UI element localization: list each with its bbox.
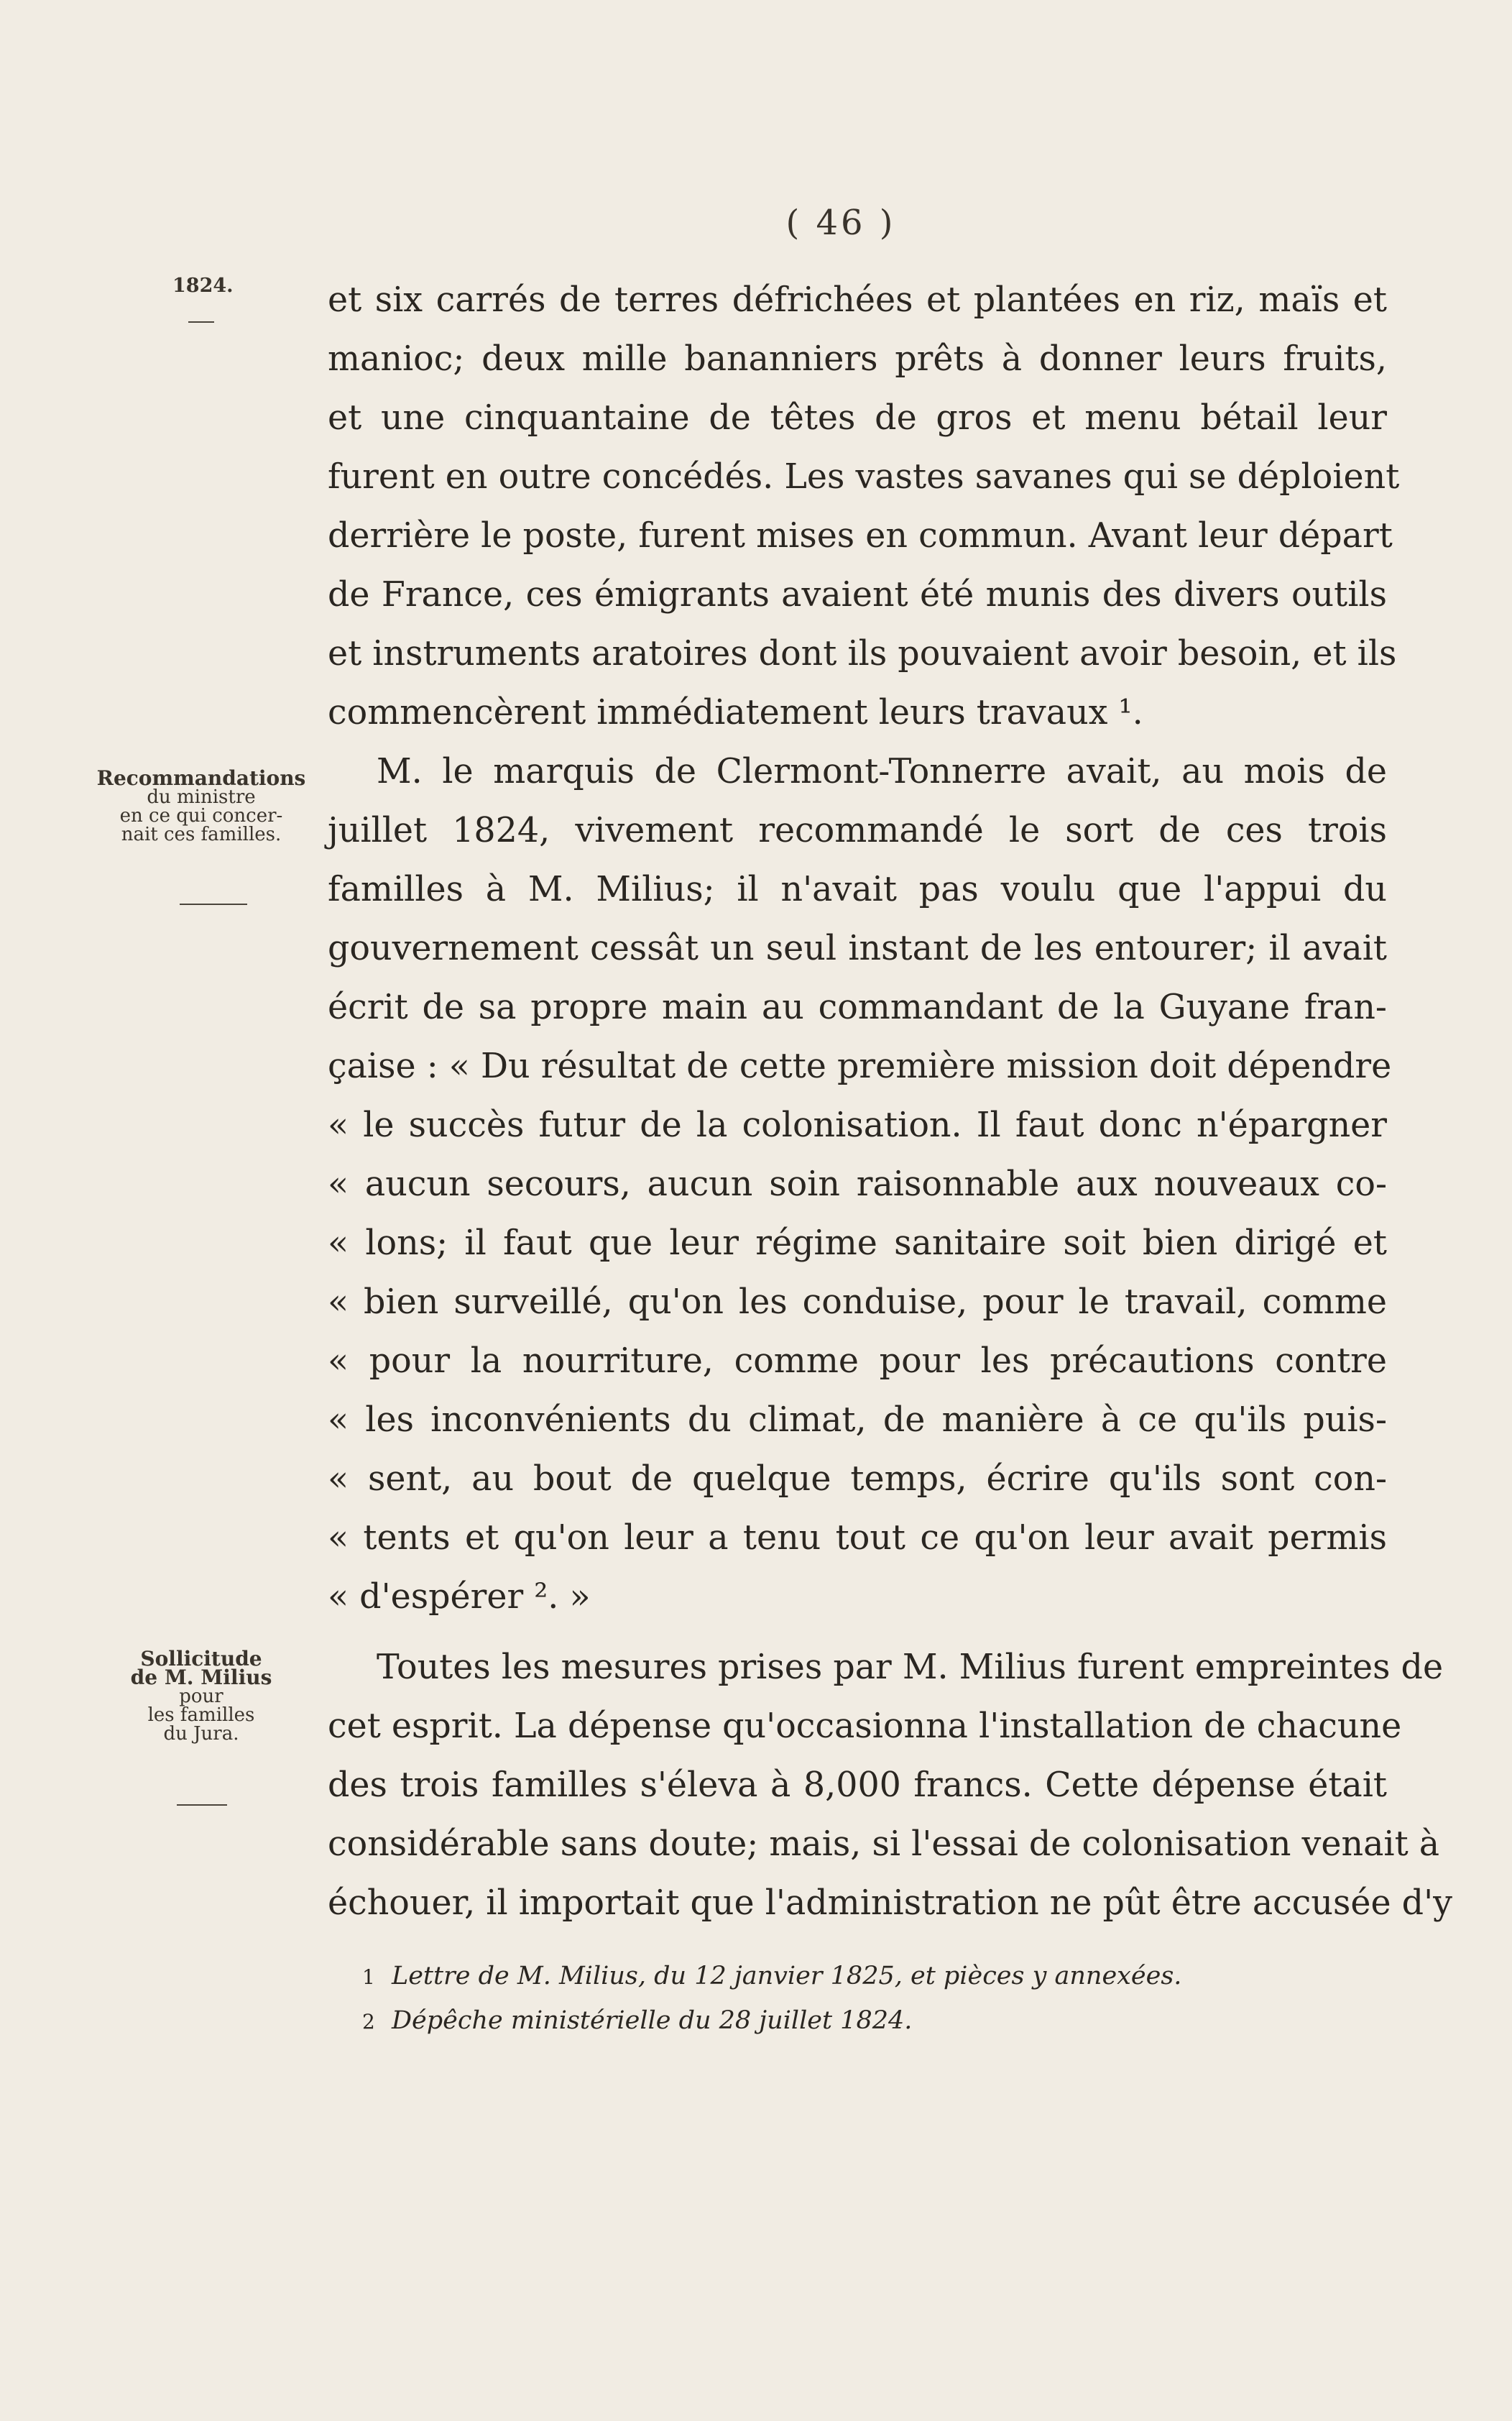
body-line: « pour la nourriture, comme pour les précautions contre [328,1341,1387,1381]
body-line: « le succès futur de la colonisation. Il faut donc n'épargner [328,1106,1387,1145]
footnote-1 [362,1958,1368,1995]
footnote-2 [362,2003,1368,2040]
body-line: « d'espérer ². » [328,1577,591,1617]
footnote-number: 2 [362,2010,375,2034]
margin-note-line: en ce qui concer- [119,805,283,827]
body-line: « sent, au bout de quelque temps, écrire qu'ils sont con- [328,1459,1387,1499]
margin-note-rule [180,904,247,905]
body-line: Toutes les mesures prises par M. Milius furent empreintes de [377,1648,1444,1687]
body-line: des trois familles s'éleva à 8,000 francs. Cette dépense était [328,1765,1387,1805]
footnote-number: 1 [362,1965,375,1989]
body-line: et six carrés de terres défrichées et plantées en riz, maïs et [328,280,1387,320]
margin-note-line: Recommandations [96,766,306,790]
margin-note-recommandations [86,766,316,845]
body-line: et une cinquantaine de têtes de gros et menu bétail leur [328,398,1387,438]
body-line: furent en outre concédés. Les vastes savanes qui se déploient [328,457,1400,497]
body-line: écrit de sa propre main au commandant de la Guyane fran- [328,988,1387,1027]
margin-note-line: pour [179,1686,223,1707]
margin-note-line: Sollicitude [140,1647,262,1671]
body-line: de France, ces émigrants avaient été munis des divers outils [328,575,1387,615]
margin-year-rule [188,321,214,323]
footnote-text: Lettre de M. Milius, du 12 janvier 1825, et pièces y annexées. [391,1962,1182,1990]
page-number: ( 46 ) [785,203,896,243]
body-line: « lons; il faut que leur régime sanitaire soit bien dirigé et [328,1223,1387,1263]
body-line: M. le marquis de Clermont-Tonnerre avait, au mois de [377,752,1387,791]
body-line: gouvernement cessât un seul instant de les entourer; il avait [328,929,1387,968]
body-line: cet esprit. La dépense qu'occasionna l'installation de chacune [328,1706,1402,1746]
margin-note-line: nait ces familles. [121,824,282,845]
margin-note-line: de M. Milius [130,1666,272,1689]
body-line: juillet 1824, vivement recommandé le sort de ces trois [328,811,1387,850]
footnote-text: Dépêche ministérielle du 28 juillet 1824. [391,2006,913,2035]
body-line: considérable sans doute; mais, si l'essai de colonisation venait à [328,1824,1440,1864]
body-line: manioc; deux mille bananniers prêts à donner leurs fruits, [328,339,1387,379]
body-line: échouer, il importait que l'administration ne pût être accusée d'y [328,1883,1452,1923]
margin-note-rule [177,1804,227,1806]
margin-note-line: du Jura. [163,1723,239,1745]
body-line: « bien surveillé, qu'on les conduise, pour le travail, comme [328,1282,1387,1322]
body-line: çaise : « Du résultat de cette première mission doit dépendre [328,1047,1392,1086]
margin-note-sollicitude [108,1647,295,1745]
margin-year: 1824. [172,275,234,297]
margin-note-line: les familles [147,1704,255,1726]
body-line: familles à M. Milius; il n'avait pas voulu que l'appui du [328,870,1387,909]
margin-note-line: du ministre [147,786,256,808]
body-line: « les inconvénients du climat, de manière à ce qu'ils puis- [328,1400,1387,1440]
body-line: « tents et qu'on leur a tenu tout ce qu'on leur avait permis [328,1518,1387,1558]
body-line: commencèrent immédiatement leurs travaux ¹. [328,693,1143,732]
body-line: et instruments aratoires dont ils pouvaient avoir besoin, et ils [328,634,1397,674]
body-line: « aucun secours, aucun soin raisonnable aux nouveaux co- [328,1164,1387,1204]
body-line: derrière le poste, furent mises en commun. Avant leur départ [328,516,1393,556]
